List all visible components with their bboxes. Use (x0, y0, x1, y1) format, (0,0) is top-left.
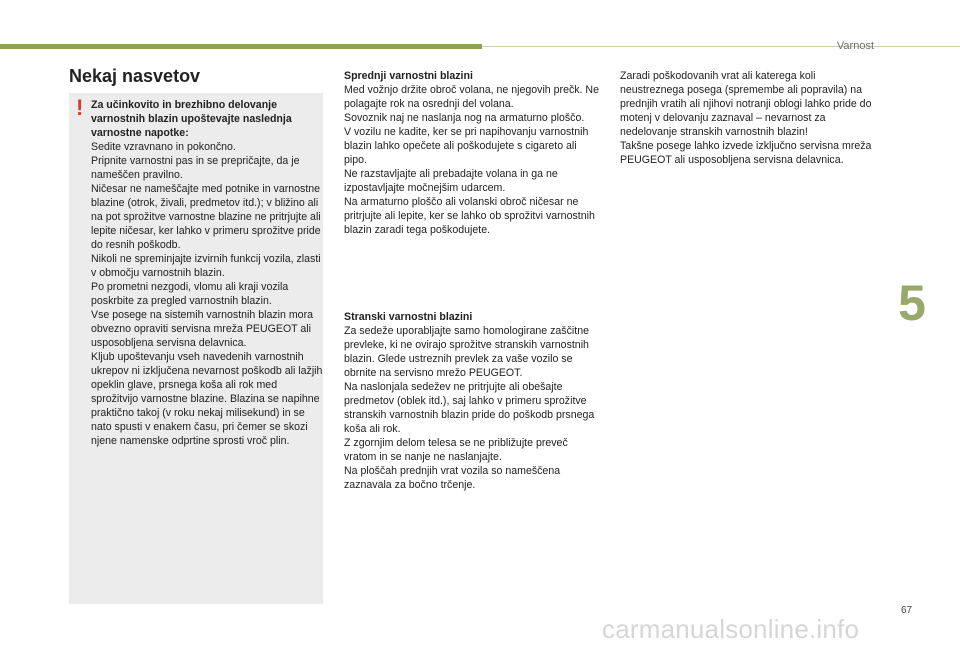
tips-paragraph: Kljub upoštevanju vseh navedenih varnostnih ukrepov ni izključena nevarnost poškodb ali lažjih opeklin glave, prsnega koša ali rok med sprožitvijo varnostne blazine. Blazina se napihne praktično takoj (v roku nekaj milisekund) in se nato spusti v enakem času, pri čemer se skozi njene namenske odprtine sprosti vroč plin. (91, 351, 323, 447)
side-airbags-paragraph: Na naslonjala sedežev ne pritrjujte ali obešajte predmetov (oblek itd.), saj lahko v primeru sprožitve stranskih varnostnih blazin pride do poškodb prsnega koša ali rok. (344, 381, 595, 435)
section-divider-line (482, 46, 960, 47)
front-airbags-paragraph: Ne razstavljajte ali prebadajte volana in ga ne izpostavljajte močnejšim udarcem. (344, 168, 558, 194)
door-sensors-paragraph: Takšne posege lahko izvede izključno servisna mreža PEUGEOT ali usposobljena servisna delavnica. (620, 140, 872, 166)
exclamation-icon: ! (76, 95, 84, 120)
tips-paragraph: Ničesar ne nameščajte med potnike in varnostne blazine (otrok, živali, predmetov itd.); v bližino ali na pot sprožitve varnostne blazine ne pritrjujte ali lepite ničesar, ker lahko v primeru sprožitve pride do resnih poškodb. (91, 183, 321, 251)
front-airbags-section (344, 69, 602, 237)
section-accent-bar (0, 44, 482, 49)
chapter-number: 5 (898, 275, 926, 331)
tips-paragraph: Po prometni nezgodi, vlomu ali kraji vozila poskrbite za pregled varnostnih blazin. (91, 281, 289, 307)
front-airbags-paragraph: Med vožnjo držite obroč volana, ne njegovih prečk. Ne polagajte rok na osrednji del volana. (344, 84, 599, 110)
tips-paragraph: Vse posege na sistemih varnostnih blazin mora obvezno opraviti servisna mreža PEUGEOT ali usposobljena servisna delavnica. (91, 309, 313, 349)
front-airbags-paragraph: V vozilu ne kadite, ker se pri napihovanju varnostnih blazin lahko opečete ali poškodujete s cigareto ali pipo. (344, 126, 589, 166)
side-airbags-section (344, 310, 602, 492)
side-airbags-paragraph: Za sedeže uporabljajte samo homologirane zaščitne prevleke, ki ne ovirajo sprožitve stranskih varnostnih blazin. Glede ustreznih prevlek za vaše vozilo se obrnite na servisno mrežo PEUGEOT. (344, 325, 589, 379)
tips-paragraph: Nikoli ne spreminjajte izvirnih funkcij vozila, zlasti v območju varnostnih blazin. (91, 253, 321, 279)
tips-text (91, 98, 323, 448)
page-title: Nekaj nasvetov (69, 66, 201, 86)
front-airbags-paragraph: Na armaturno ploščo ali volanski obroč ničesar ne pritrjujte ali lepite, ker se lahko ob sprožitvi varnostnih blazin zaradi tega poškodujete. (344, 196, 595, 236)
tips-heading: Za učinkovito in brezhibno delovanje varnostnih blazin upoštevajte naslednja varnostne napotke: (91, 99, 292, 139)
side-airbags-paragraph: Na ploščah prednjih vrat vozila so nameščena zaznavala za bočno trčenje. (344, 465, 561, 491)
door-sensors-section (620, 69, 878, 167)
watermark-text: carmanualsonline.info (602, 614, 860, 644)
tips-paragraph: Sedite vzravnano in pokončno. (91, 141, 236, 153)
front-airbags-paragraph: Sovoznik naj ne naslanja nog na armaturno ploščo. (344, 112, 585, 124)
side-airbags-paragraph: Z zgornjim delom telesa se ne približujte preveč vratom in se nanje ne naslanjajte. (344, 437, 568, 463)
side-airbags-heading: Stranski varnostni blazini (344, 311, 473, 323)
door-sensors-paragraph: Zaradi poškodovanih vrat ali katerega koli neustreznega posega (spremembe ali popravila) na prednjih vratih ali njihovi notranji oblogi lahko pride do motenj v delovanju zaznaval – nevarnost za nedelovanje stranskih varnostnih blazin! (620, 70, 872, 138)
front-airbags-heading: Sprednji varnostni blazini (344, 70, 473, 82)
page-number: 67 (901, 605, 913, 616)
section-label: Varnost (836, 40, 874, 52)
tips-paragraph: Pripnite varnostni pas in se prepričajte, da je nameščen pravilno. (91, 155, 300, 181)
